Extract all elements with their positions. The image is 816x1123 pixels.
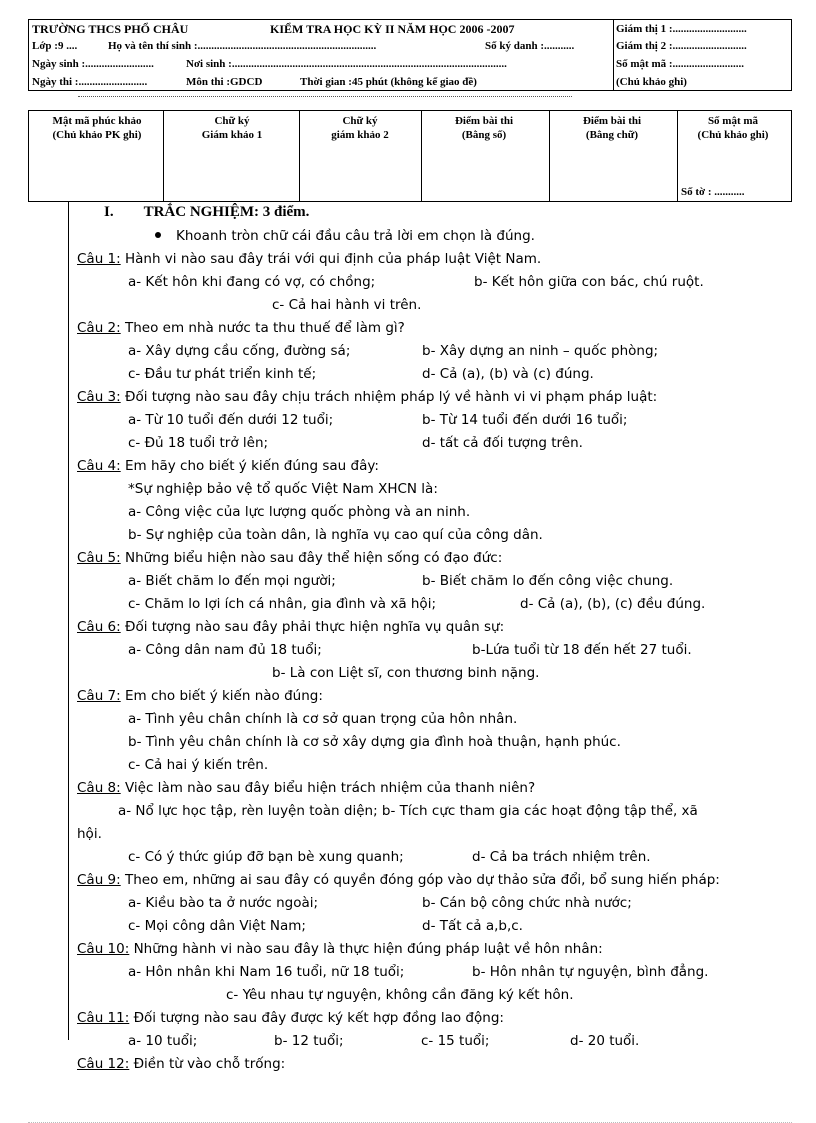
subject-field: Môn thi :GDCD [186, 76, 263, 88]
answer-option [128, 434, 268, 452]
student-name-field: Họ và tên thí sinh :................................................................. [108, 40, 377, 52]
class-field: Lớp :9 .... [32, 40, 78, 52]
answer-option [128, 572, 336, 590]
line-text: Đối tượng nào sau đây được ký kết hợp đồng lao động: [129, 1010, 504, 1026]
line-text: b- 12 tuổi; [274, 1033, 344, 1049]
answer-option [272, 296, 421, 314]
answer-option [128, 526, 543, 544]
line-text: c- Mọi công dân Việt Nam; [128, 918, 306, 934]
line-text: a- Hôn nhân khi Nam 16 tuổi, nữ 18 tuổi; [128, 964, 405, 980]
bullet-icon [155, 232, 161, 238]
answer-option [128, 365, 316, 383]
grading-col-examiner1: Chữ ký Giám khảo 1 [201, 115, 263, 141]
line-text: c- Cả hai hành vi trên. [272, 297, 422, 313]
answer-option [274, 1032, 344, 1050]
line-text: c- Có ý thức giúp đỡ bạn bè xung quanh; [128, 849, 404, 865]
answer-option [272, 664, 539, 682]
exam-title: KIỂM TRA HỌC KỲ II NĂM HỌC 2006 -2007 [270, 22, 515, 36]
line-text: c- Đầu tư phát triển kinh tế; [128, 366, 317, 382]
exam-date-field: Ngày thi :......................... [32, 76, 148, 88]
birth-date-field: Ngày sinh :......................... [32, 58, 154, 70]
answer-option [570, 1032, 639, 1050]
question-line [77, 940, 603, 958]
line-text: a- Công việc của lực lượng quốc phòng và an ninh. [128, 504, 471, 520]
answer-option [226, 986, 574, 1004]
answer-option [118, 802, 698, 820]
question-number: Câu 5: [77, 550, 121, 566]
line-text: Em hãy cho biết ý kiến đúng sau đây: [120, 458, 379, 474]
question-number: Câu 10: [77, 941, 130, 957]
answer-option [472, 848, 651, 866]
answer-option [128, 480, 438, 498]
line-text: Đối tượng nào sau đây chịu trách nhiệm pháp lý về hành vi vi phạm pháp luật: [120, 389, 658, 405]
margin-line [68, 202, 69, 1040]
answer-option [128, 273, 375, 291]
answer-option [128, 894, 318, 912]
line-text: Em cho biết ý kiến nào đúng: [120, 688, 323, 704]
line-text: a- Từ 10 tuổi đến dưới 12 tuổi; [128, 412, 334, 428]
answer-option [128, 756, 268, 774]
question-line [77, 687, 323, 705]
cut-line [78, 96, 572, 97]
answer-option [520, 595, 705, 613]
answer-option [422, 411, 627, 429]
line-text: d- tất cả đối tượng trên. [422, 435, 583, 451]
answer-option [422, 917, 523, 935]
answer-option [128, 641, 322, 659]
answer-option [128, 710, 517, 728]
line-text: b- Sự nghiệp của toàn dân, là nghĩa vụ cao quí của công dân. [128, 527, 543, 543]
line-text: d- Cả ba trách nhiệm trên. [472, 849, 651, 865]
line-text: a- Kết hôn khi đang có vợ, có chồng; [128, 274, 376, 290]
line-text: c- Yêu nhau tự nguyện, không cần đăng ký kết hôn. [226, 987, 574, 1003]
grading-col-score-number: Điểm bài thi (Bằng số) [454, 115, 514, 141]
question-number: Câu 2: [77, 320, 121, 336]
answer-option [128, 411, 333, 429]
answer-option [128, 1032, 197, 1050]
line-text: a- 10 tuổi; [128, 1033, 198, 1049]
question-number: Câu 3: [77, 389, 121, 405]
answer-option [128, 503, 470, 521]
question-line [77, 871, 720, 889]
line-text: a- Công dân nam đủ 18 tuổi; [128, 642, 322, 658]
line-text: *Sự nghiệp bảo vệ tổ quốc Việt Nam XHCN là: [128, 481, 438, 497]
question-line [77, 618, 504, 636]
grading-col-examiner2: Chữ ký giám khảo 2 [331, 115, 389, 141]
question-number: Câu 1: [77, 251, 121, 267]
line-text: c- Đủ 18 tuổi trở lên; [128, 435, 269, 451]
question-line [77, 779, 535, 797]
line-text: c- Cả hai ý kiến trên. [128, 757, 269, 773]
line-text: a- Nổ lực học tập, rèn luyện toàn diện; b- Tích cực tham gia các hoạt động tập thể, xã [118, 803, 698, 819]
answer-option [128, 963, 404, 981]
question-line [77, 1055, 285, 1073]
question-line [77, 1009, 504, 1027]
answer-option [128, 342, 350, 360]
chief-note: (Chủ khảo ghi) [616, 76, 687, 88]
line-text: Theo em, những ai sau đây có quyền đóng góp vào dự thảo sửa đổi, bổ sung hiến pháp: [120, 872, 720, 888]
line-text: b- Cán bộ công chức nhà nước; [422, 895, 632, 911]
line-text: d- Cả (a), (b) và (c) đúng. [422, 366, 594, 382]
question-line [77, 319, 405, 337]
section-heading: I. TRẮC NGHIỆM: 3 điểm. [104, 204, 310, 220]
line-text: Việc làm nào sau đây biểu hiện trách nhiệm của thanh niên? [120, 780, 536, 796]
question-line [77, 388, 657, 406]
question-number: Câu 4: [77, 458, 121, 474]
line-text: d- Cả (a), (b), (c) đều đúng. [520, 596, 706, 612]
instruction: Khoanh tròn chữ cái đầu câu trả lời em chọn là đúng. [176, 228, 535, 244]
answer-option [77, 825, 102, 843]
answer-option [422, 572, 673, 590]
answer-option [128, 733, 621, 751]
line-text: b-Lứa tuổi từ 18 đến hết 27 tuổi. [472, 642, 692, 658]
line-text: a- Xây dựng cầu cống, đường sá; [128, 343, 351, 359]
answer-option [474, 273, 704, 291]
line-text: Những biểu hiện nào sau đây thể hiện sống có đạo đức: [120, 550, 503, 566]
line-text: Hành vi nào sau đây trái với qui định của pháp luật Việt Nam. [120, 251, 542, 267]
line-text: Điền từ vào chỗ trống: [129, 1056, 286, 1072]
question-number: Câu 8: [77, 780, 121, 796]
sheet-count-field: Số tờ : ........... [681, 186, 745, 198]
birth-place-field: Nơi sinh :.................................................................................................... [186, 58, 507, 70]
line-text: Những hành vi nào sau đây là thực hiện đúng pháp luật về hôn nhân: [129, 941, 603, 957]
school-name: TRƯỜNG THCS PHỔ CHÂU [32, 22, 189, 36]
answer-option [128, 848, 404, 866]
line-text: d- Tất cả a,b,c. [422, 918, 523, 934]
line-text: a- Kiều bào ta ở nước ngoài; [128, 895, 319, 911]
answer-option [421, 1032, 489, 1050]
proctor2-field: Giám thị 2 :........................... [616, 40, 747, 52]
answer-option [472, 963, 708, 981]
proctor1-field: Giám thị 1 :........................... [616, 23, 747, 35]
line-text: a- Biết chăm lo đến mọi người; [128, 573, 336, 589]
question-line [77, 549, 502, 567]
line-text: b- Biết chăm lo đến công việc chung. [422, 573, 674, 589]
line-text: b- Kết hôn giữa con bác, chú ruột. [474, 274, 704, 290]
line-text: Theo em nhà nước ta thu thuế để làm gì? [120, 320, 405, 336]
question-number: Câu 12: [77, 1056, 130, 1072]
time-field: Thời gian :45 phút (không kể giao đề) [300, 76, 477, 88]
question-number: Câu 7: [77, 688, 121, 704]
candidate-number-field: Số ký danh :........... [485, 40, 575, 52]
answer-option [422, 894, 632, 912]
line-text: a- Tình yêu chân chính là cơ sở quan trọng của hôn nhân. [128, 711, 518, 727]
line-text: b- Hôn nhân tự nguyện, bình đẳng. [472, 964, 709, 980]
line-text: c- 15 tuổi; [421, 1033, 490, 1049]
grading-col-secret-code: Số mật mã (Chủ khảo ghi) [697, 115, 769, 141]
answer-option [422, 342, 658, 360]
answer-option [128, 595, 436, 613]
question-line [77, 457, 379, 475]
grading-col-appeal-code: Mật mã phúc khảo (Chủ khảo PK ghi) [52, 115, 142, 141]
question-number: Câu 6: [77, 619, 121, 635]
answer-option [472, 641, 692, 659]
line-text: b- Là con Liệt sĩ, con thương binh nặng. [272, 665, 540, 681]
answer-option [422, 365, 594, 383]
line-text: b- Từ 14 tuổi đến dưới 16 tuổi; [422, 412, 628, 428]
line-text: b- Tình yêu chân chính là cơ sở xây dựng gia đình hoà thuận, hạnh phúc. [128, 734, 621, 750]
question-line [77, 250, 541, 268]
line-text: c- Chăm lo lợi ích cá nhân, gia đình và xã hội; [128, 596, 436, 612]
line-text: Đối tượng nào sau đây phải thực hiện nghĩa vụ quân sự: [120, 619, 505, 635]
grading-col-score-words: Điểm bài thi (Bằng chữ) [582, 115, 642, 141]
line-text: d- 20 tuổi. [570, 1033, 640, 1049]
answer-option [128, 917, 306, 935]
secret-code-field: Số mật mã :.......................... [616, 58, 745, 70]
answer-option [422, 434, 583, 452]
line-text: hội. [77, 826, 102, 842]
question-number: Câu 11: [77, 1010, 130, 1026]
question-number: Câu 9: [77, 872, 121, 888]
line-text: b- Xây dựng an ninh – quốc phòng; [422, 343, 659, 359]
